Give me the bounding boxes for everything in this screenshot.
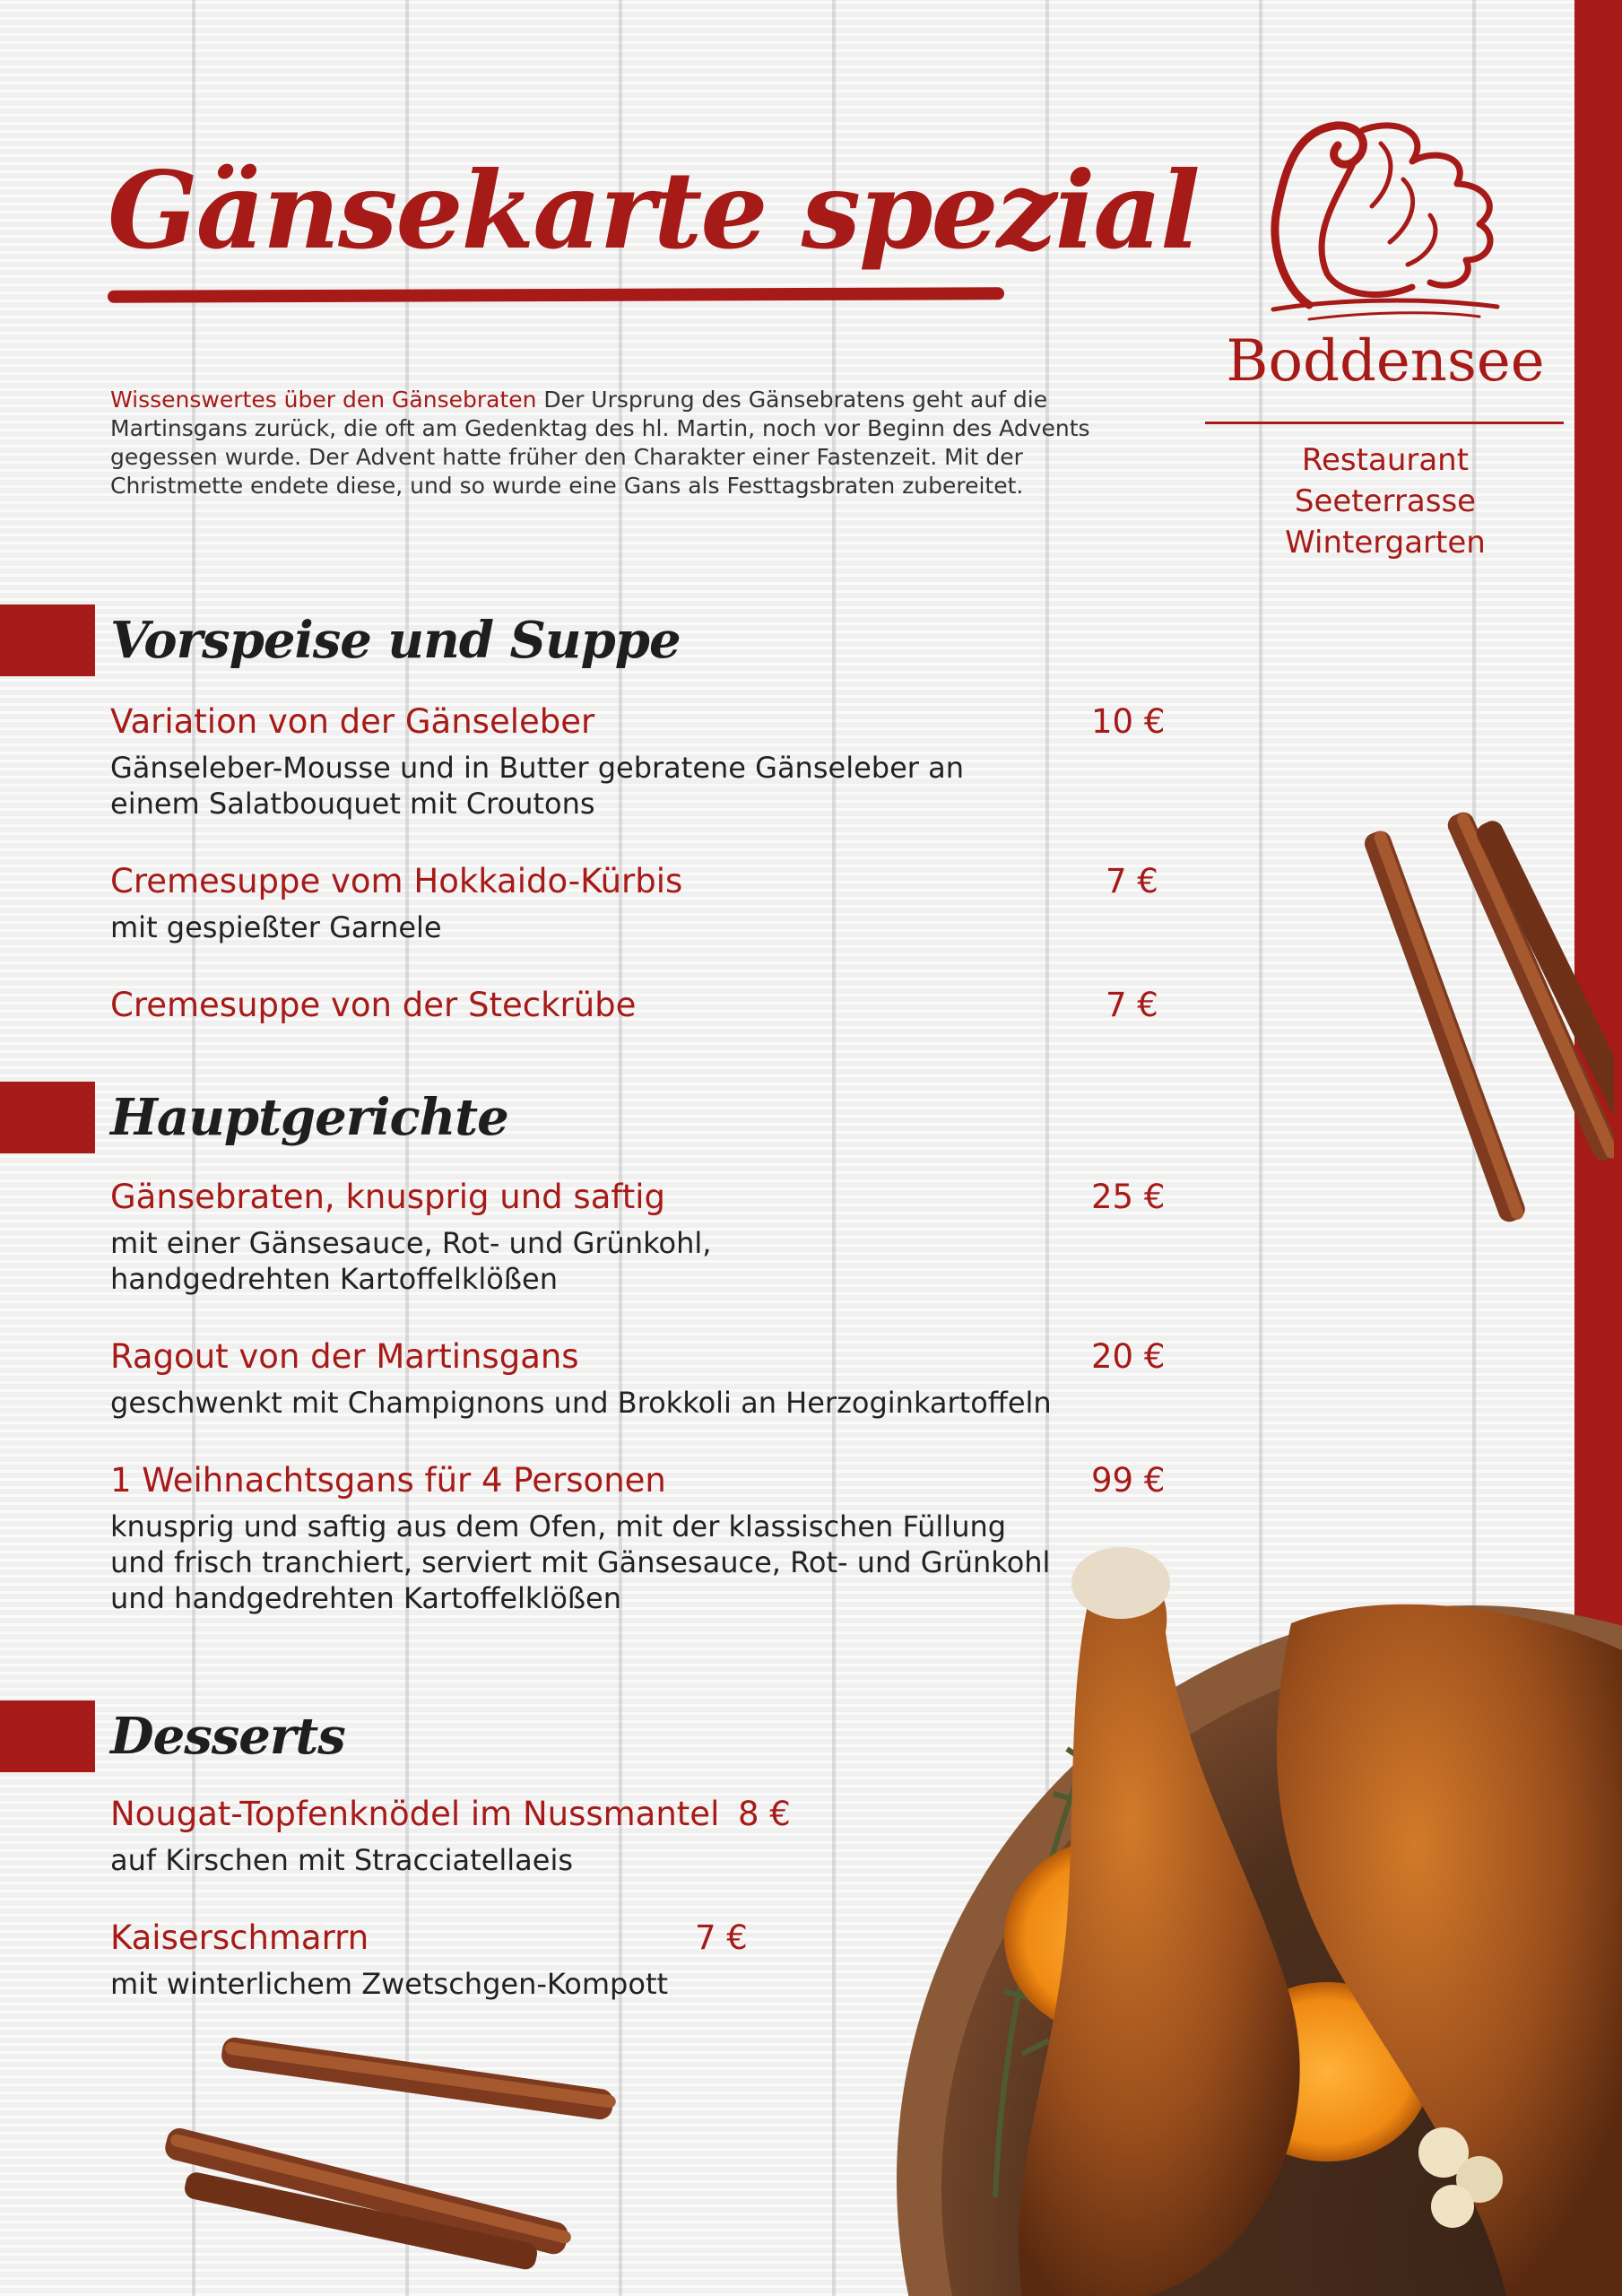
brand-logo	[1201, 108, 1569, 574]
page-title: Gänsekarte spezial	[108, 148, 1199, 273]
intro-line4: Christmette endete diese, und so wurde eine Gans als Festtagsbraten zubereitet.	[110, 473, 1024, 499]
item-name: Gänsebraten, knusprig und saftig	[110, 1178, 666, 1216]
brand-sub-restaurant: Restaurant	[1301, 442, 1470, 478]
item-desc-line: Gänseleber-Mousse und in Butter gebratene Gänseleber an	[110, 751, 964, 785]
title-underline	[108, 287, 1004, 302]
brand-sub-seeterrasse: Seeterrasse	[1294, 483, 1477, 519]
item-description	[110, 1385, 1168, 1421]
item-description	[110, 750, 1168, 822]
section-title-vorspeise: Vorspeise und Suppe	[110, 611, 681, 670]
item-price: 25 €	[1091, 1178, 1166, 1216]
section-marker-desserts	[0, 1700, 95, 1772]
section-marker-vorspeise	[0, 604, 95, 676]
item-name: 1 Weihnachtsgans für 4 Personen	[110, 1461, 666, 1500]
item-desc-line: geschwenkt mit Champignons und Brokkoli an Herzoginkartoffeln	[110, 1386, 1052, 1420]
item-description	[110, 1225, 1168, 1297]
item-name: Kaiserschmarrn	[110, 1918, 369, 1957]
brand-name: Boddensee	[1226, 328, 1545, 395]
item-desc-line: einem Salatbouquet mit Croutons	[110, 787, 595, 821]
item-description	[110, 909, 1168, 945]
intro-line3: gegessen wurde. Der Advent hatte früher den Charakter einer Fastenzeit. Mit der	[110, 444, 1023, 470]
roast-goose-dish	[825, 1498, 1622, 2296]
section-title-haupt: Hauptgerichte	[110, 1088, 508, 1147]
item-name: Ragout von der Martinsgans	[110, 1337, 579, 1376]
item-desc-line: handgedrehten Kartoffelklößen	[110, 1262, 558, 1296]
brand-divider	[1205, 422, 1564, 424]
item-desc-line: auf Kirschen mit Stracciatellaeis	[110, 1843, 574, 1877]
item-desc-line: mit winterlichem Zwetschgen-Kompott	[110, 1967, 669, 2001]
menu-item	[110, 1175, 1168, 1297]
item-price: 7 €	[1106, 986, 1158, 1024]
item-price: 8 €	[738, 1795, 791, 1833]
item-price: 7 €	[1106, 862, 1158, 900]
item-price: 20 €	[1091, 1337, 1166, 1376]
section-marker-haupt	[0, 1082, 95, 1153]
item-name: Cremesuppe von der Steckrübe	[110, 986, 637, 1024]
menu-item	[110, 983, 1168, 1028]
cinnamon-sticks-bottom-left	[152, 2018, 637, 2287]
item-price: 7 €	[695, 1918, 748, 1957]
intro-line2: Martinsgans zurück, die oft am Gedenktag des hl. Martin, noch vor Beginn des Advents	[110, 415, 1090, 441]
item-desc-line: knusprig und saftig aus dem Ofen, mit der klassischen Füllung	[110, 1509, 1007, 1544]
intro-line1: Der Ursprung des Gänsebratens geht auf die	[536, 387, 1048, 413]
item-price: 10 €	[1091, 702, 1166, 741]
menu-item	[110, 700, 1168, 822]
item-name: Cremesuppe vom Hokkaido-Kürbis	[110, 862, 683, 900]
brand-subtitle	[1201, 439, 1569, 563]
roast-goose-icon	[897, 1547, 1622, 2296]
brand-sub-wintergarten: Wintergarten	[1285, 525, 1486, 561]
swan-logo-icon	[1255, 108, 1515, 323]
cinnamon-sticks-top-right	[1327, 807, 1614, 1292]
section-title-desserts: Desserts	[110, 1707, 345, 1766]
cinnamon-stick-icon	[162, 2036, 616, 2272]
item-name: Nougat-Topfenknödel im Nussmantel	[110, 1795, 720, 1833]
menu-item	[110, 1335, 1168, 1421]
intro-lead: Wissenswertes über den Gänsebraten	[110, 387, 537, 413]
cinnamon-stick-icon	[1362, 809, 1614, 1225]
menu-item	[110, 859, 1168, 945]
intro-text	[110, 386, 1132, 500]
item-desc-line: mit einer Gänsesauce, Rot- und Grünkohl,	[110, 1226, 712, 1260]
item-name: Variation von der Gänseleber	[110, 702, 595, 741]
item-desc-line: und handgedrehten Kartoffelklößen	[110, 1581, 622, 1615]
item-desc-line: und frisch tranchiert, serviert mit Gänsesauce, Rot- und Grünkohl	[110, 1545, 1051, 1579]
item-desc-line: mit gespießter Garnele	[110, 910, 442, 944]
item-price: 99 €	[1091, 1461, 1166, 1500]
